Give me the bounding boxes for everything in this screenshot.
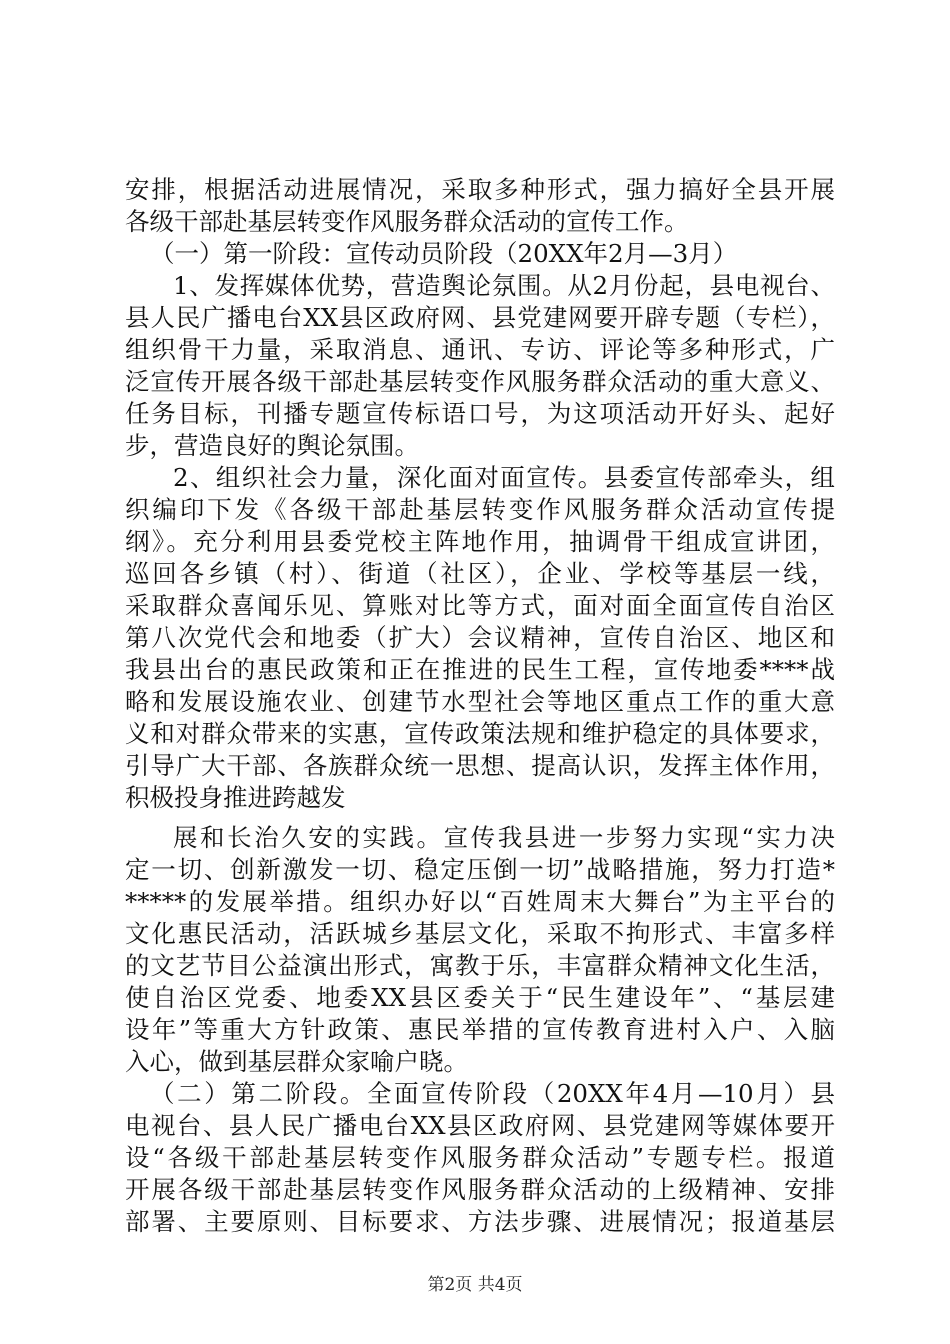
text-line: 任务目标，刊播专题宣传标语口号，为这项活动开好头、起好 [125,399,835,428]
text-line: 安排，根据活动进展情况，采取多种形式，强力搞好全县开展 [125,175,835,204]
text-line: 开展各级干部赴基层转变作风服务群众活动的上级精神、安排 [125,1175,835,1204]
text-line: 电视台、县人民广播电台XX县区政府网、县党建网等媒体要开 [125,1111,835,1140]
text-line: 第八次党代会和地委（扩大）会议精神，宣传自治区、地区和 [125,623,835,652]
text-line: 织编印下发《各级干部赴基层转变作风服务群众活动宣传提 [125,495,835,524]
text-line: 设“各级干部赴基层转变作风服务群众活动”专题专栏。报道 [125,1143,835,1172]
section-heading: （一）第一阶段：宣传动员阶段（20XX年2月—3月） [150,239,738,268]
text-line: 泛宣传开展各级干部赴基层转变作风服务群众活动的重大意义、 [125,367,835,396]
text-line: 我县出台的惠民政策和正在推进的民生工程，宣传地委****战 [125,655,835,684]
text-line: 组织骨干力量，采取消息、通讯、专访、评论等多种形式，广 [125,335,835,364]
text-line: 步，营造良好的舆论氛围。 [125,431,419,460]
text-line: 的文艺节目公益演出形式，寓教于乐，丰富群众精神文化生活， [125,951,835,980]
text-line: *****的发展举措。组织办好以“百姓周末大舞台”为主平台的 [125,887,835,916]
page-number: 第2页 共4页 [427,1275,523,1295]
text-line: 纲》。充分利用县委党校主阵地作用，抽调骨干组成宣讲团， [125,527,835,556]
text-line: 积极投身推进跨越发 [125,783,346,812]
text-line: 部署、主要原则、目标要求、方法步骤、进展情况；报道基层 [125,1207,835,1236]
text-line: 文化惠民活动，活跃城乡基层文化，采取不拘形式、丰富多样 [125,919,835,948]
text-line: 展和长治久安的实践。宣传我县进一步努力实现“实力决 [173,823,835,852]
text-line: 引导广大干部、各族群众统一思想、提高认识，发挥主体作用， [125,751,835,780]
text-line: 1、发挥媒体优势，营造舆论氛围。从2月份起，县电视台、 [173,271,835,300]
text-line: 定一切、创新激发一切、稳定压倒一切”战略措施，努力打造* [125,855,835,884]
text-line: 义和对群众带来的实惠，宣传政策法规和维护稳定的具体要求， [125,719,835,748]
text-line: 入心，做到基层群众家喻户晓。 [125,1047,468,1076]
text-line: 2、组织社会力量，深化面对面宣传。县委宣传部牵头，组 [173,463,835,492]
text-line: 略和发展设施农业、创建节水型社会等地区重点工作的重大意 [125,687,835,716]
text-line: 县人民广播电台XX县区政府网、县党建网要开辟专题（专栏）， [125,303,835,332]
text-line: 使自治区党委、地委XX县区委关于“民生建设年”、“基层建 [125,983,835,1012]
section-heading: （二）第二阶段。全面宣传阶段（20XX年4月—10月）县 [150,1079,835,1108]
text-line: 各级干部赴基层转变作风服务群众活动的宣传工作。 [125,207,689,236]
text-line: 采取群众喜闻乐见、算账对比等方式，面对面全面宣传自治区 [125,591,835,620]
text-line: 设年”等重大方针政策、惠民举措的宣传教育进村入户、入脑 [125,1015,835,1044]
text-line: 巡回各乡镇（村）、街道（社区），企业、学校等基层一线， [125,559,835,588]
